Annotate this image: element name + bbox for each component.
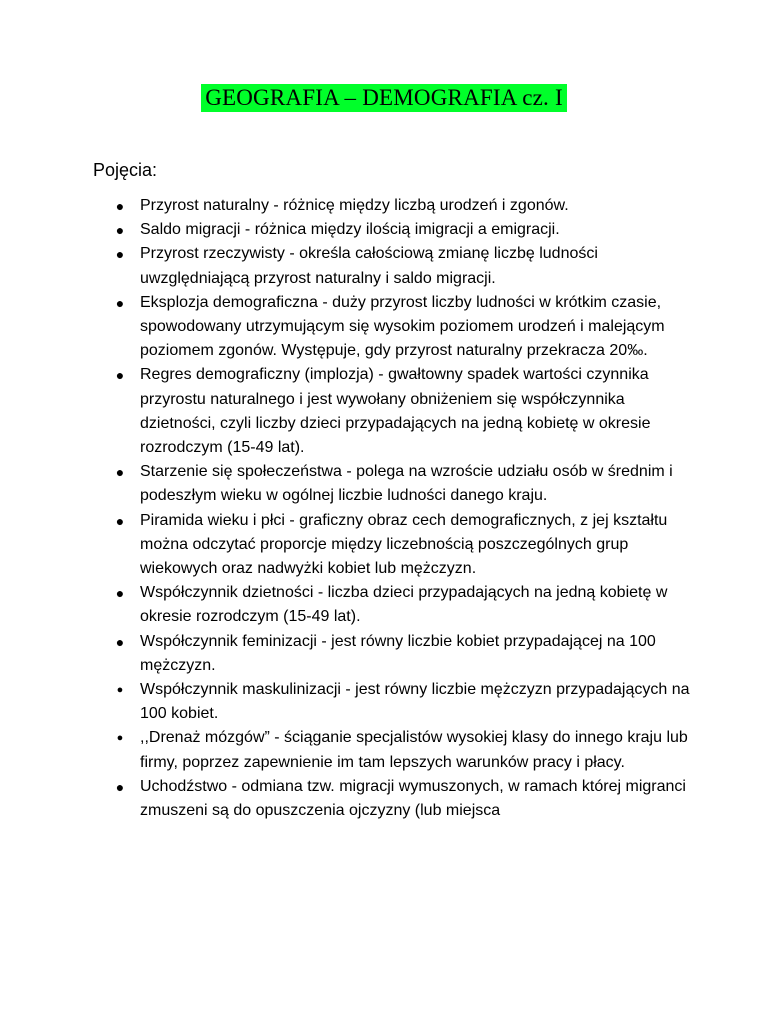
bullet-icon: ●	[115, 778, 125, 795]
list-item	[112, 363, 692, 460]
bullet-icon: ●	[115, 367, 125, 384]
item-text: Współczynnik feminizacji - jest równy liczbie kobiet przypadającej na 100 mężczyzn.	[140, 632, 656, 674]
list-item	[112, 726, 692, 774]
list-item	[112, 775, 692, 823]
bullet-icon: ●	[115, 585, 125, 602]
list-item	[112, 460, 692, 508]
bullet-icon: ●	[115, 633, 125, 650]
list-item	[112, 678, 692, 726]
list-item	[112, 194, 692, 218]
bullet-icon: ●	[115, 464, 125, 481]
item-text: Regres demograficzny (implozja) - gwałtowny spadek wartości czynnika przyrostu naturalnego i jest wywołany obniżeniem się współczynnika dzietności, czyli liczby dzieci przypadających na jedną kobietę w okresie rozrodczym (15-49 lat).	[140, 366, 651, 457]
bullet-icon: ●	[115, 246, 125, 263]
bullet-icon: ●	[115, 198, 125, 214]
bullet-icon: ●	[115, 512, 125, 529]
bullet-icon: ●	[116, 684, 124, 697]
item-text: Współczynnik dzietności - liczba dzieci przypadających na jedną kobietę w okresie rozrodczym (15-49 lat).	[140, 584, 668, 626]
item-text: Eksplozja demograficzna - duży przyrost liczby ludności w krótkim czasie, spowodowany utrzymującym się wysokim poziomem urodzeń i malejącym poziomem zgonów. Występuje, gdy przyrost naturalny przekracza 20‰.	[140, 293, 665, 360]
list-item	[112, 581, 692, 629]
list-item	[112, 291, 692, 364]
item-text: Uchodźstwo - odmiana tzw. migracji wymuszonych, w ramach której migranci zmuszeni są do opuszczenia ojczyzny (lub miejsca	[140, 777, 686, 820]
list-item	[112, 630, 692, 678]
document-title: GEOGRAFIA – DEMOGRAFIA cz. I	[201, 84, 567, 112]
item-text: Piramida wieku i płci - graficzny obraz cech demograficznych, z jej kształtu można odczytać proporcje między liczebnością poszczególnych grup wiekowych oraz nadwyżki kobiet lub mężczyzn.	[140, 511, 668, 578]
item-text: Współczynnik maskulinizacji - jest równy liczbie mężczyzn przypadających na 100 kobiet.	[140, 681, 690, 723]
bullet-icon: ●	[115, 294, 125, 311]
list-item	[112, 242, 692, 290]
title-wrapper	[0, 84, 768, 112]
item-text: Starzenie się społeczeństwa - polega na wzroście udziału osób w średnim i podeszłym wieku w ogólnej liczbie ludności danego kraju.	[140, 463, 673, 505]
bullet-icon: ●	[115, 222, 125, 239]
definitions-list	[112, 194, 692, 823]
item-text: ,,Drenaż mózgów” - ściąganie specjalistów wysokiej klasy do innego kraju lub firmy, poprzez zapewnienie im tam lepszych warunków pracy i płacy.	[140, 729, 688, 771]
list-item	[112, 509, 692, 582]
item-text: Przyrost naturalny - różnicę między liczbą urodzeń i zgonów.	[140, 197, 569, 214]
item-text: Przyrost rzeczywisty - określa całościową zmianę liczbę ludności uwzględniającą przyrost naturalny i saldo migracji.	[140, 245, 598, 287]
item-text: Saldo migracji - różnica między ilością imigracji a emigracji.	[140, 221, 560, 239]
bullet-icon: ●	[116, 732, 124, 745]
list-item	[112, 218, 692, 242]
section-heading: Pojęcia:	[93, 160, 158, 180]
